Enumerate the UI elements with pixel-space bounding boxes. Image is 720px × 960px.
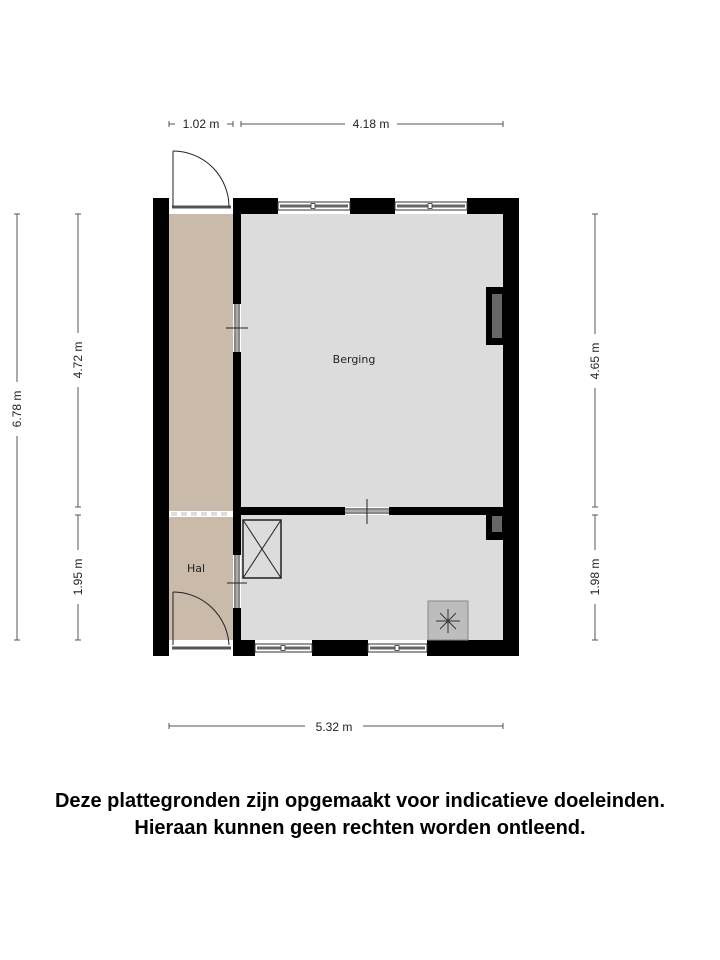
disclaimer-line-2: Hieraan kunnen geen rechten worden ontleend. [134, 817, 586, 839]
boiler-icon [428, 601, 468, 640]
disclaimer-line-1: Deze plattegronden zijn opgemaakt voor indicatieve doeleinden. [54, 790, 666, 812]
dimension-right-lower: 1.98 m [588, 558, 602, 596]
dimension-top-right: 4.18 m [352, 117, 390, 131]
room-label-hal: Hal [186, 562, 206, 575]
dimension-bottom-label: 5.32 m [315, 720, 353, 734]
dimension-top-left: 1.02 m [182, 117, 220, 131]
room-label-berging: Berging [332, 353, 376, 366]
hal-threshold [169, 511, 233, 517]
dimension-left-total: 6.78 m [10, 390, 24, 428]
disclaimer [0, 788, 720, 842]
dimension-left-lower: 1.95 m [71, 558, 85, 596]
hal-floor [169, 214, 233, 640]
top-entrance-door [169, 151, 233, 212]
chimney-flue [492, 294, 502, 338]
dimension-right-upper: 4.65 m [588, 342, 602, 380]
dimension-left-upper: 4.72 m [71, 341, 85, 379]
chimney-flue-lower [492, 516, 502, 532]
